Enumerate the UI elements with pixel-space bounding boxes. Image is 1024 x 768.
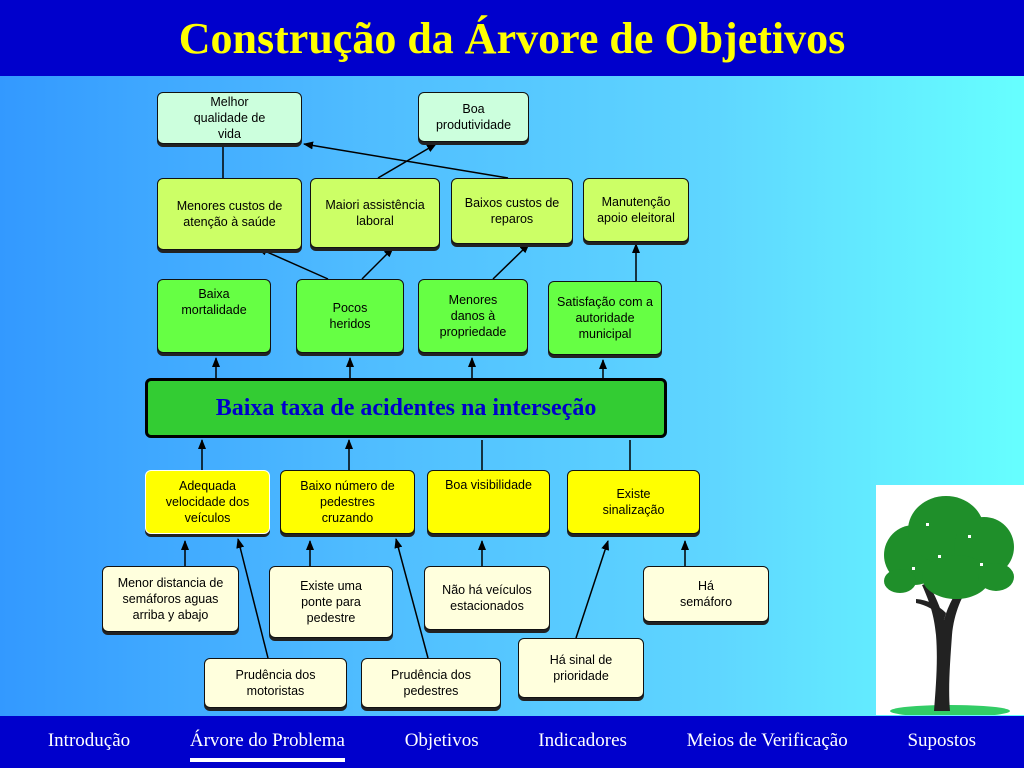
- tree-illustration: [876, 485, 1024, 715]
- node-existe-sinalizacao: Existe sinalização: [567, 470, 700, 534]
- node-satisfacao: Satisfação com a autoridade municipal: [548, 281, 662, 355]
- node-menores-custos: Menores custos de atenção à saúde: [157, 178, 302, 250]
- objective-tree-diagram: [0, 76, 1024, 716]
- nav-introducao[interactable]: Introdução: [47, 730, 131, 751]
- nav-arvore-do-problema[interactable]: Árvore do Problema: [190, 730, 345, 754]
- node-ha-sinal-prioridade: Há sinal de prioridade: [518, 638, 644, 698]
- nav-meios-de-verificacao[interactable]: Meios de Verificação: [686, 730, 848, 751]
- bottom-navigation: [0, 716, 1024, 768]
- node-baixos-custos: Baixos custos de reparos: [451, 178, 573, 244]
- node-adequada-velocidade: Adequada velocidade dos veículos: [145, 470, 270, 534]
- title-bar: [0, 0, 1024, 76]
- node-prudencia-pedestres: Prudência dos pedestres: [361, 658, 501, 708]
- arrow: [258, 248, 328, 279]
- arrow: [238, 539, 268, 658]
- arrow: [576, 541, 608, 638]
- node-existe-ponte: Existe uma ponte para pedestre: [269, 566, 393, 638]
- node-prudencia-motoristas: Prudência dos motoristas: [204, 658, 347, 708]
- arrow: [362, 248, 393, 279]
- node-baixa-mortalidade: Baixa mortalidade: [157, 279, 271, 353]
- nav-supostos[interactable]: Supostos: [907, 730, 977, 751]
- node-ha-semaforo: Há semáforo: [643, 566, 769, 622]
- node-boa-visibilidade: Boa visibilidade: [427, 470, 550, 534]
- node-melhor-qualidade: Melhor qualidade de vida: [157, 92, 302, 144]
- node-manutencao: Manutenção apoio eleitoral: [583, 178, 689, 242]
- arrow: [493, 244, 529, 279]
- nav-indicadores[interactable]: Indicadores: [538, 730, 627, 751]
- node-maiori-assistencia: Maiori assistência laboral: [310, 178, 440, 248]
- core-objective: Baixa taxa de acidentes na interseção: [145, 378, 667, 438]
- node-boa-produtividade: Boa produtividade: [418, 92, 529, 142]
- slide-title: Construção da Árvore de Objetivos: [178, 13, 846, 63]
- node-baixo-numero: Baixo número de pedestres cruzando: [280, 470, 415, 534]
- node-pocos-heridos: Pocos heridos: [296, 279, 404, 353]
- node-menor-distancia: Menor distancia de semáforos aguas arriba y abajo: [102, 566, 239, 632]
- arrow: [304, 144, 508, 178]
- tree-icon: [876, 485, 1024, 715]
- node-nao-ha-veiculos: Não há veículos estacionados: [424, 566, 550, 630]
- nav-objetivos[interactable]: Objetivos: [404, 730, 479, 751]
- node-menores-danos: Menores danos à propriedade: [418, 279, 528, 353]
